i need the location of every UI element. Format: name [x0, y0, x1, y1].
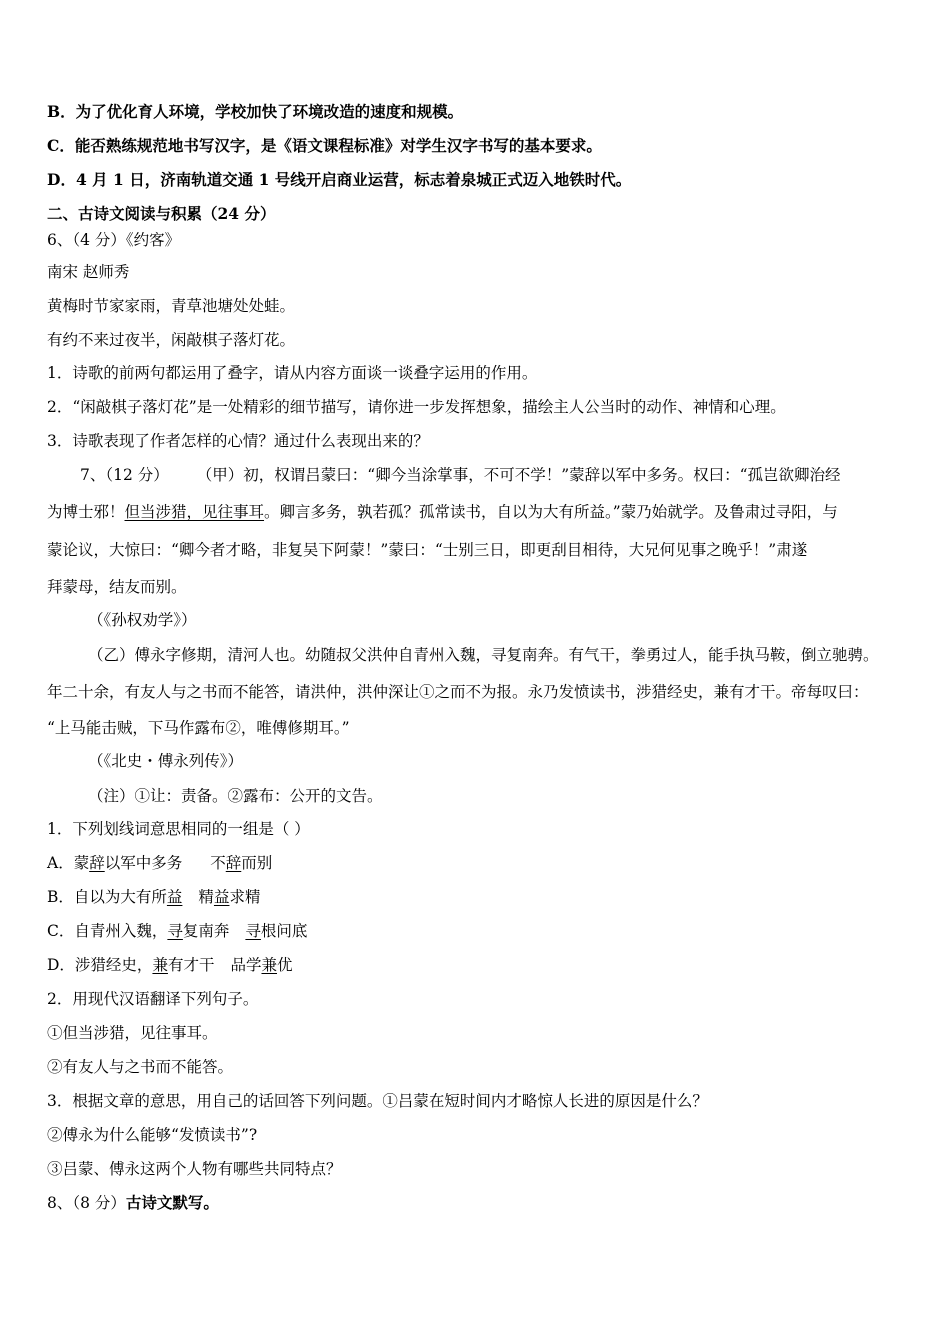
- option-text: 求精: [229, 888, 261, 906]
- underlined-phrase: 但当涉猎，见往事耳: [124, 503, 265, 521]
- q7-option-c: [47, 921, 920, 941]
- q7-sub3-item: ③吕蒙、傅永这两个人物有哪些共同特点？: [47, 1160, 342, 1178]
- q7-option-d: [47, 955, 920, 975]
- q7-header: 7、（12 分）: [80, 466, 169, 484]
- q5-option-b: B．为了优化育人环境，学校加快了环境改造的速度和规模。: [47, 102, 464, 121]
- underlined-word: 益: [166, 888, 183, 906]
- q7-passage-jia-line2: [47, 502, 920, 522]
- underlined-word: 兼: [152, 956, 168, 974]
- option-text: 根问底: [260, 922, 308, 940]
- underlined-word: 辞: [89, 854, 105, 872]
- option-text: 而别: [241, 854, 273, 872]
- q8-number: 8、（8 分）: [47, 1194, 126, 1212]
- q6-subquestion-1: 1．诗歌的前两句都运用了叠字，请从内容方面谈一谈叠字运用的作用。: [47, 364, 538, 382]
- q7-passage-jia-line3: 蒙论议，大惊曰：“卿今者才略，非复吴下阿蒙！”蒙曰：“士别三日，即更刮目相待，大兄何见事之晚乎！”肃遂: [47, 541, 808, 559]
- q8-header: [47, 1193, 920, 1213]
- option-text: 优: [277, 956, 293, 974]
- underlined-word: 寻: [245, 922, 261, 940]
- q7-jia-source: （《孙权劝学》）: [88, 611, 197, 629]
- q6-subquestion-2: 2．“闲敲棋子落灯花”是一处精彩的细节描写，请你进一步发挥想象，描绘主人公当时的动作、神情和心理。: [47, 398, 786, 416]
- q5-option-c: C．能否熟练规范地书写汉字，是《语文课程标准》对学生汉字书写的基本要求。: [47, 136, 602, 155]
- option-text: 以军中多务: [104, 854, 183, 872]
- q6-poem-line: 有约不来过夜半，闲敲棋子落灯花。: [47, 331, 296, 349]
- q7-passage-jia-line1: [80, 465, 920, 485]
- q7-notes: （注）①让：责备。②露布：公开的文告。: [88, 787, 383, 805]
- q6-header: 6、（4 分）《约客》: [47, 231, 181, 249]
- option-text: D．涉猎经史，: [47, 956, 153, 974]
- q7-sub3-stem: 3．根据文章的意思，用自己的话回答下列问题。①吕蒙在短时间内才略惊人长进的原因是什么？: [47, 1092, 708, 1110]
- q8-title: 古诗文默写。: [125, 1193, 219, 1212]
- underlined-word: 寻: [167, 922, 183, 940]
- q7-jia-text: 为博士邪！: [47, 503, 125, 521]
- option-text: C．自青州入魏，: [47, 922, 168, 940]
- q7-jia-text: （甲）初，权谓吕蒙曰：“卿今当涂掌事，不可不学！”蒙辞以军中多务。权曰：“孤岂欲卿治经: [196, 466, 841, 484]
- option-text: A．蒙: [47, 854, 90, 872]
- q6-subquestion-3: 3．诗歌表现了作者怎样的心情？通过什么表现出来的？: [47, 432, 429, 450]
- q7-yi-source: （《北史・傅永列传》）: [88, 752, 244, 770]
- option-text: 品学: [230, 956, 262, 974]
- section-title: 二、古诗文阅读与积累（24 分）: [47, 204, 276, 223]
- option-text: 不: [210, 854, 226, 872]
- q7-passage-yi-line2: 年二十余，有友人与之书而不能答，请洪仲，洪仲深让①之而不为报。永乃发愤读书，涉猎经史，兼有才干。帝每叹曰：: [47, 683, 869, 701]
- q7-passage-jia-line4: 拜蒙母，结友而别。: [47, 578, 187, 596]
- q7-passage-yi-line1: （乙）傅永字修期，清河人也。幼随叔父洪仲自青州入魏，寻复南奔。有气干，拳勇过人，能手执马鞍，倒立驰骋。: [88, 646, 879, 664]
- q7-sub2-stem: 2．用现代汉语翻译下列句子。: [47, 990, 259, 1008]
- q5-option-d: D．4 月 1 日，济南轨道交通 1 号线开启商业运营，标志着泉城正式迈入地铁时代。: [47, 170, 632, 189]
- q7-sub2-item: ①但当涉猎，见往事耳。: [47, 1024, 218, 1042]
- option-text: 复南奔: [182, 922, 230, 940]
- q6-poem-author: 南宋 赵师秀: [47, 263, 130, 281]
- option-text: 有才干: [167, 956, 215, 974]
- q7-option-a: [47, 853, 920, 873]
- option-text: B．自以为大有所: [47, 888, 167, 906]
- q7-sub3-item: ②傅永为什么能够“发愤读书”?: [47, 1126, 258, 1144]
- q6-poem-line: 黄梅时节家家雨，青草池塘处处蛙。: [47, 297, 296, 315]
- q7-passage-yi-line3: “上马能击贼，下马作露布②，唯傅修期耳。”: [47, 719, 350, 737]
- underlined-word: 兼: [261, 956, 277, 974]
- underlined-word: 辞: [225, 854, 242, 872]
- option-text: 精: [198, 888, 214, 906]
- q7-jia-text: 。卿言多务，孰若孤？孤常读书，自以为大有所益。”蒙乃始就学。及鲁肃过寻阳，与: [264, 503, 838, 521]
- q7-sub2-item: ②有友人与之书而不能答。: [47, 1058, 234, 1076]
- underlined-word: 益: [213, 888, 230, 906]
- q7-sub1-stem: 1．下列划线词意思相同的一组是（ ）: [47, 820, 310, 838]
- q7-option-b: [47, 887, 920, 907]
